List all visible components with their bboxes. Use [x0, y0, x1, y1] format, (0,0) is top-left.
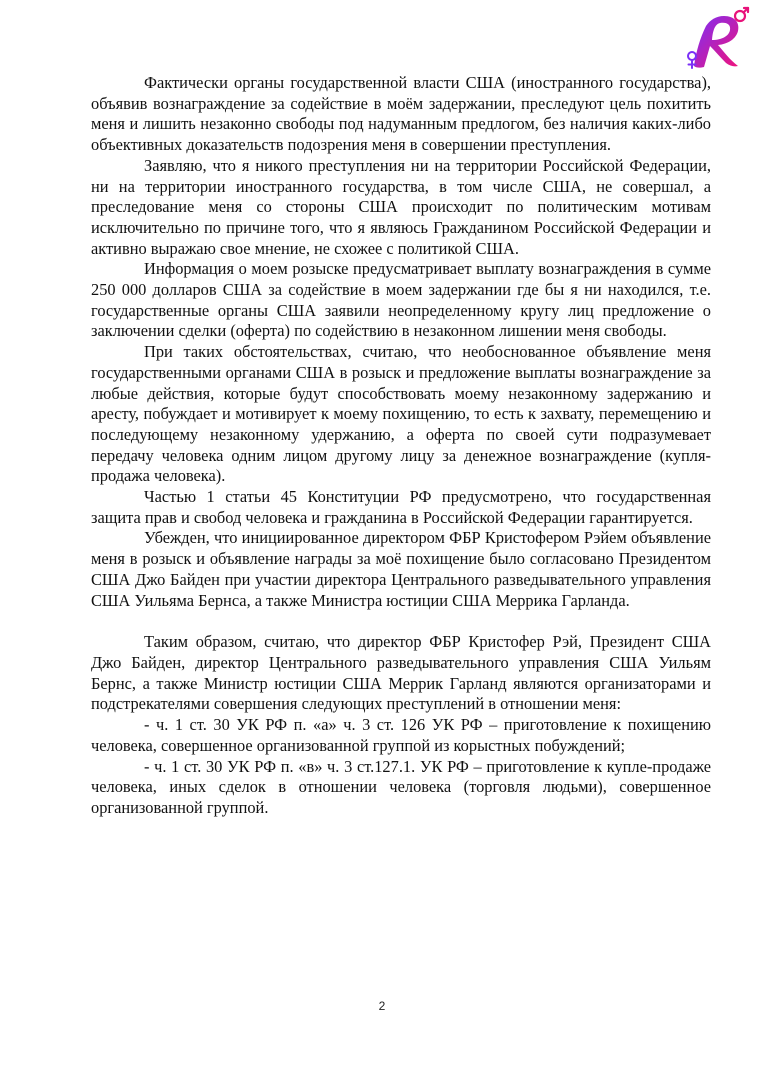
paragraph-reward-info: Информация о моем розыске предусматривает выплату вознаграждения в сумме 250 000 долларов США за содействие в моем задержании где бы я ни находился, т.е. государственные органы США заявили неопределенному кругу лиц предложение о заключении сделки (оферта) по содействию в незаконном лишении меня свободы.	[91, 259, 711, 341]
paragraph-conclusion: Таким образом, считаю, что директор ФБР Кристофер Рэй, Президент США Джо Байден, директор Центрального разведывательного управления США Уильям Бернс, а также Министр юстиции США Меррик Гарланд являются организаторами и подстрекателями совершения следующих преступлений в отношении меня:	[91, 632, 711, 714]
r-letter-logo-icon	[682, 6, 752, 78]
paragraph-abduction-goal: Фактически органы государственной власти США (иностранного государства), объявив вознаграждение за содействие в моём задержании, преследуют цель похитить меня и лишить незаконно свободы под надуманным предлогом, без наличия каких-либо объективных доказательств подозрения меня в совершении преступления.	[91, 73, 711, 155]
list-item-crime-2: - ч. 1 ст. 30 УК РФ п. «в» ч. 3 ст.127.1. УК РФ – приготовление к купле-продаже человека, иных сделок в отношении человека (торговля людьми), совершенное организованной группой.	[91, 756, 711, 817]
paragraph-constitution: Частью 1 статьи 45 Конституции РФ предусмотрено, что государственная защита прав и свобод человека и гражданина в Российской Федерации гарантируется.	[91, 487, 711, 527]
list-item-crime-1: - ч. 1 ст. 30 УК РФ п. «а» ч. 3 ст. 126 УК РФ – приготовление к похищению человека, совершенное организованной группой из корыстных побуждений;	[91, 715, 711, 755]
page-number: 2	[378, 999, 386, 1013]
paragraph-conviction: Убежден, что инициированное директором ФБР Кристофером Рэйем объявление меня в розыск и объявление награды за моё похищение было согласовано Президентом США Джо Байден при участии директора Центрального разведывательного управления США Уильяма Бернса, а также Министра юстиции США Меррика Гарланда.	[91, 528, 711, 610]
paragraph-circumstances: При таких обстоятельствах, считаю, что необоснованное объявление меня государственными органами США в розыск и предложение выплаты вознаграждение за любые действия, которые будут способствовать моему незаконному задержанию и аресту, побуждает и мотивирует к моему похищению, то есть к захвату, перемещению и последующему незаконному удержанию, а оферта по своей сути подразумевает передачу человека одним лицом другому лицу за денежное вознаграждение (купля-продажа человека).	[91, 342, 711, 486]
document-body	[91, 73, 711, 819]
paragraph-statement-innocence: Заявляю, что я никого преступления ни на территории Российской Федерации, ни на территории иностранного государства, в том числе США, не совершал, а преследование меня со стороны США происходит по политическим мотивам исключительно по причине того, что я являюсь Гражданином Российской Федерации и активно выражаю свое мнение, не схожее с политикой США.	[91, 155, 711, 258]
paragraph-spacer	[91, 611, 711, 632]
